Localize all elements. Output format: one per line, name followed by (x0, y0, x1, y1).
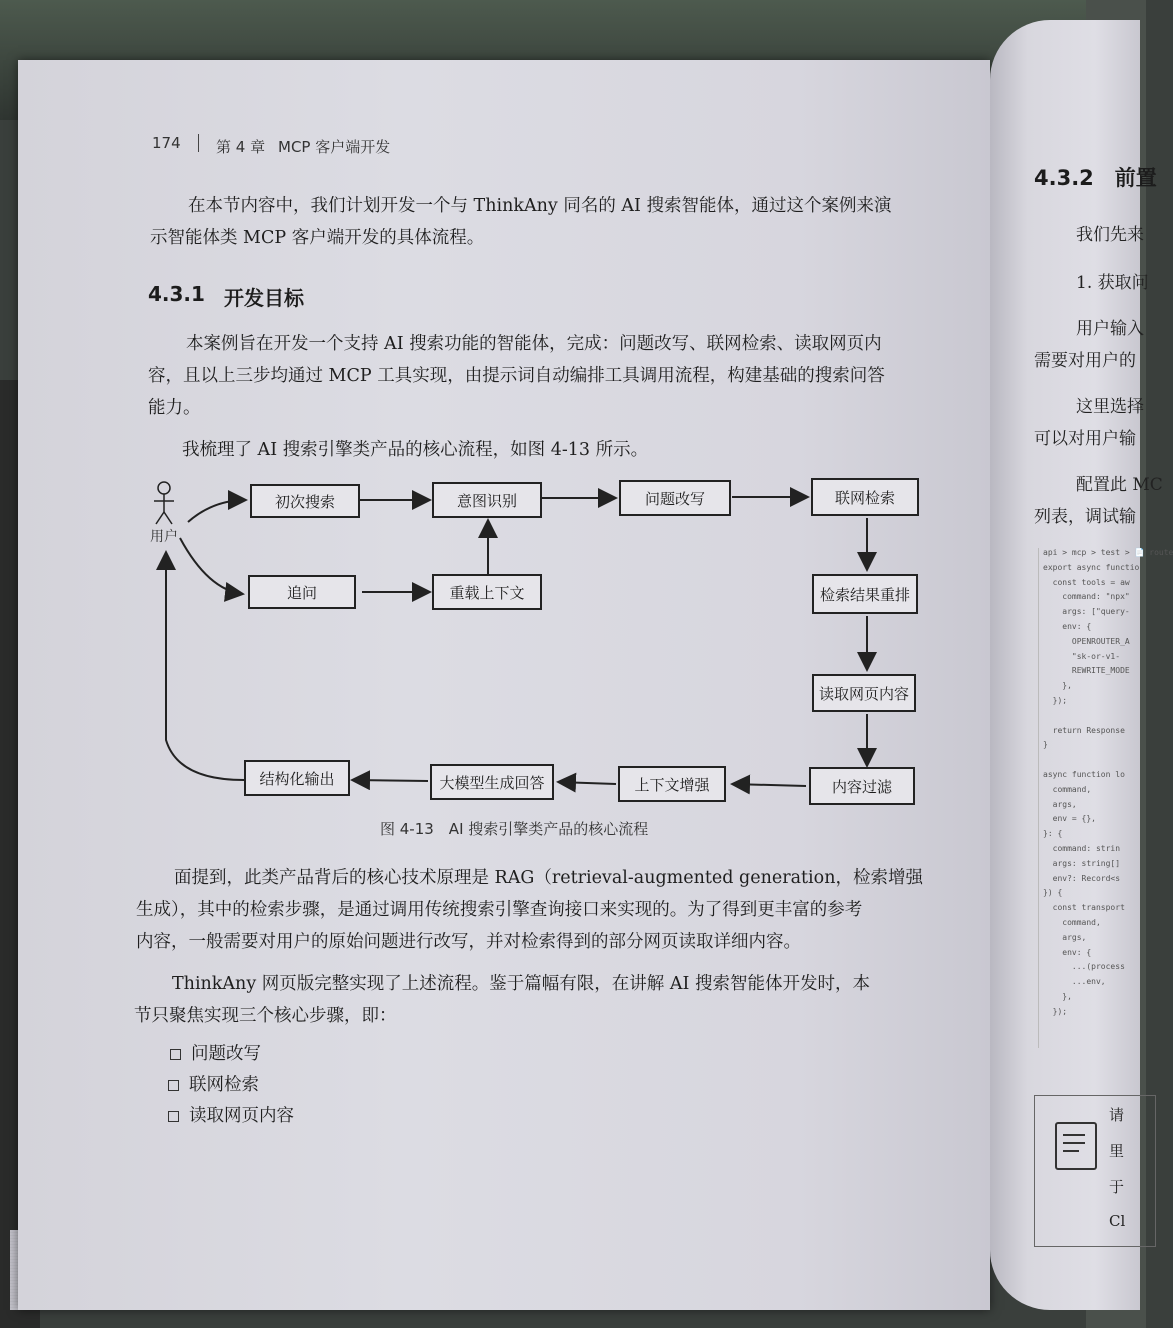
code-line: env = {}, (1043, 814, 1096, 824)
arrow-generate-to-output (352, 780, 428, 781)
note-line: Cl (1109, 1212, 1126, 1230)
code-line: env: { (1043, 947, 1092, 957)
section-number: 4.3.1 (148, 282, 205, 306)
code-line: ...(process (1043, 962, 1125, 972)
checkbox-bullet-icon (168, 1111, 179, 1122)
code-line: const transport (1043, 903, 1125, 913)
node-augment: 上下文增强 (618, 766, 726, 802)
user-label: 用户 (150, 529, 178, 545)
code-line: REWRITE_MODE (1043, 666, 1130, 676)
arrow-user-to-followup (180, 538, 243, 594)
arrow-user-to-initial (188, 500, 246, 522)
intro-line-2: 示智能体类 MCP 客户端开发的具体流程。 (150, 228, 485, 248)
arrow-output-to-user (166, 552, 244, 780)
right-line: 我们先来 (1076, 225, 1144, 245)
para2: 我梳理了 AI 搜索引擎类产品的核心流程，如图 4-13 所示。 (182, 440, 649, 460)
code-line: }) { (1043, 888, 1063, 898)
code-line: env: { (1043, 621, 1092, 631)
code-line: api > mcp > test > 📄 route (1043, 548, 1173, 557)
node-generate: 大模型生成回答 (430, 764, 554, 800)
right-line: 列表，调试输 (1034, 507, 1136, 527)
node-reload: 重载上下文 (432, 574, 542, 610)
code-line: command, (1043, 917, 1101, 927)
code-line: }, (1043, 991, 1072, 1001)
node-filter: 内容过滤 (809, 767, 915, 805)
chapter-label: 第 4 章 (216, 138, 266, 156)
code-line (1043, 755, 1153, 770)
code-line: command, (1043, 784, 1092, 794)
clipboard-icon (1055, 1122, 1097, 1170)
arrow-filter-to-augment (732, 784, 806, 786)
node-initial-search: 初次搜索 (250, 484, 360, 518)
right-line: 这里选择 (1076, 397, 1144, 417)
para3-line-3: 内容，一般需要对用户的原始问题进行改写，并对检索得到的部分网页读取详细内容。 (136, 932, 801, 952)
node-read-page: 读取网页内容 (812, 674, 916, 712)
code-line: const tools = aw (1043, 577, 1130, 587)
para1-line-2: 容，且以上三步均通过 MCP 工具实现，由提示词自动编排工具调用流程，构建基础的搜索问答 (148, 366, 885, 386)
para3-line-1: 面提到，此类产品背后的核心技术原理是 RAG（retrieval-augmented generation，检索增强 (174, 868, 923, 888)
para4-line-1: ThinkAny 网页版完整实现了上述流程。鉴于篇幅有限，在讲解 AI 搜索智能体开发时，本 (172, 974, 870, 994)
code-line: command: "npx" (1043, 592, 1130, 602)
code-line: }, (1043, 681, 1072, 691)
checkbox-bullet-icon (170, 1049, 181, 1060)
code-line: }: { (1043, 829, 1063, 839)
node-web-search: 联网检索 (811, 478, 919, 516)
note-line: 于 (1109, 1178, 1125, 1196)
node-followup: 追问 (248, 575, 356, 609)
note-line: 请 (1109, 1106, 1125, 1124)
code-line: async function lo (1043, 769, 1125, 779)
flow-diagram (18, 60, 990, 860)
node-rerank: 检索结果重排 (812, 574, 918, 614)
figure-caption: 图 4-13 AI 搜索引擎类产品的核心流程 (380, 820, 649, 838)
section-title: 开发目标 (224, 286, 304, 310)
node-output: 结构化输出 (244, 760, 350, 796)
right-page (990, 20, 1173, 1310)
bullet-item: 读取网页内容 (168, 1102, 294, 1127)
para1-line-1: 本案例旨在开发一个支持 AI 搜索功能的智能体，完成：问题改写、联网检索、读取网页内 (186, 334, 882, 354)
code-line: OPENROUTER_A (1043, 636, 1130, 646)
bullet-item: 问题改写 (170, 1040, 261, 1065)
code-line: }); (1043, 695, 1068, 705)
user-figure-icon (154, 482, 174, 524)
code-line: export async functio (1043, 562, 1140, 572)
chapter-title: MCP 客户端开发 (278, 138, 391, 156)
code-snippet (1038, 548, 1173, 1048)
code-line: }); (1043, 1006, 1068, 1016)
right-line: 可以对用户输 (1034, 429, 1136, 449)
right-line: 需要对用户的 (1034, 351, 1136, 371)
code-line: return Response (1043, 725, 1125, 735)
code-line: args: string[] (1043, 858, 1121, 868)
code-line: env?: Record<s (1043, 873, 1121, 883)
right-line: 用户输入 (1076, 319, 1144, 339)
note-box (1034, 1095, 1156, 1247)
code-line: "sk-or-v1- (1043, 651, 1121, 661)
node-rewrite: 问题改写 (619, 480, 731, 516)
para3-line-2: 生成），其中的检索步骤，是通过调用传统搜索引擎查询接口来实现的。为了得到更丰富的参考 (136, 900, 863, 920)
diagram-connectors (18, 60, 990, 860)
node-intent: 意图识别 (432, 482, 542, 518)
note-line: 里 (1109, 1142, 1125, 1160)
bullet-item: 联网检索 (168, 1071, 259, 1096)
code-line: args, (1043, 799, 1077, 809)
code-line (1043, 711, 1153, 726)
code-line: } (1043, 740, 1048, 750)
right-line: 配置此 MC (1076, 475, 1163, 495)
code-line: ...env, (1043, 977, 1106, 987)
para4-line-2: 节只聚焦实现三个核心步骤，即： (134, 1006, 397, 1026)
para1-line-3: 能力。 (148, 398, 201, 418)
arrow-augment-to-generate (558, 782, 616, 784)
left-page (18, 60, 990, 1310)
right-section-heading: 4.3.2 前置 (1034, 166, 1157, 190)
checkbox-bullet-icon (168, 1080, 179, 1091)
code-line: args: ["query- (1043, 607, 1130, 617)
page-number: 174 (152, 134, 181, 152)
code-line: args, (1043, 932, 1087, 942)
code-line: command: strin (1043, 843, 1121, 853)
intro-line-1: 在本节内容中，我们计划开发一个与 ThinkAny 同名的 AI 搜索智能体，通过这个案例来演 (188, 196, 892, 216)
right-line: 1. 获取问 (1076, 273, 1149, 293)
